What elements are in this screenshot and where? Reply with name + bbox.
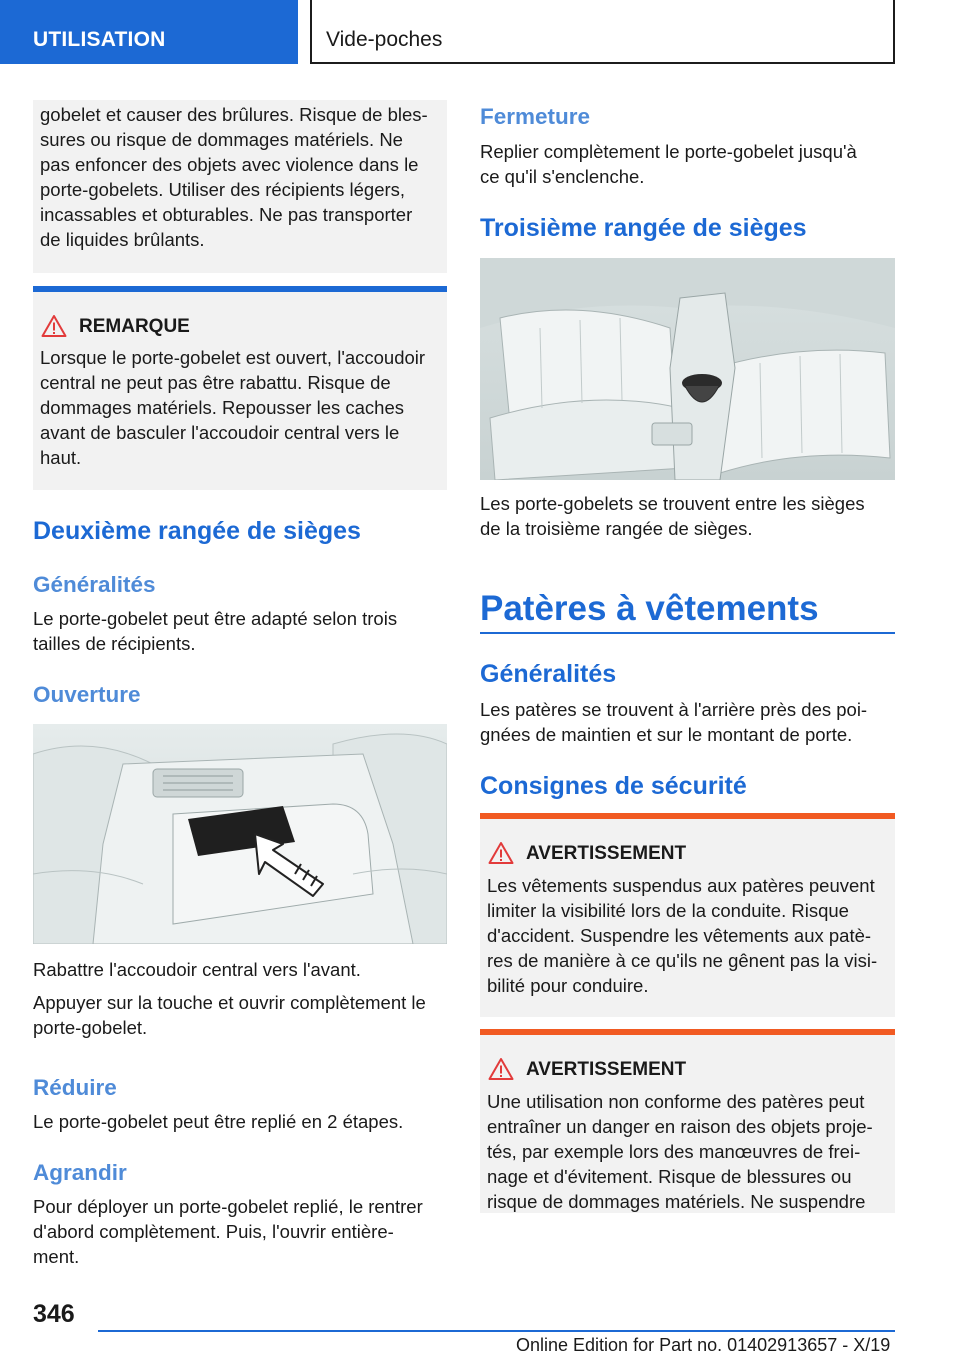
text-line: nage et d'évitement. Risque de blessures ou: [487, 1166, 852, 1187]
warning-text-2: [487, 1089, 889, 1214]
text-line: tailles de récipients.: [33, 633, 196, 654]
remarque-notice: [33, 286, 447, 490]
text-line: bilité pour conduire.: [487, 975, 649, 996]
warning-text-1: [487, 873, 889, 998]
text-line: central ne peut pas être rabattu. Risque de: [40, 372, 391, 393]
ouverture-text: [33, 957, 447, 1040]
heading-fermeture: Fermeture: [480, 104, 591, 129]
troisieme-text: [480, 491, 895, 541]
armrest-photo: [33, 724, 447, 944]
text-line: Les vêtements suspendus aux patères peuvent: [487, 875, 875, 896]
warning-box-1: [480, 813, 895, 1017]
generalites-text: [33, 606, 447, 656]
header-chapter-tab: [310, 0, 895, 64]
text-line: tés, par exemple lors des manœuvres de frei-: [487, 1141, 861, 1162]
warning-triangle-icon: [488, 1057, 514, 1081]
edition-note: Online Edition for Part no. 01402913657 - X/19: [516, 1335, 891, 1355]
heading-agrandir: Agrandir: [33, 1160, 127, 1185]
agrandir-text: [33, 1194, 447, 1269]
warning-box-2: [480, 1029, 895, 1213]
text-line: Appuyer sur la touche et ouvrir complètement le: [33, 992, 426, 1013]
warning-title-1: AVERTISSEMENT: [526, 843, 687, 864]
heading-deuxieme-rangee: Deuxième rangée de sièges: [33, 517, 361, 545]
text-line: porte-gobelets. Utiliser des récipients légers,: [40, 179, 406, 200]
text-line: de la troisième rangée de sièges.: [480, 518, 753, 539]
text-line: avant de basculer l'accoudoir central vers le: [40, 422, 400, 443]
text-line: Lorsque le porte-gobelet est ouvert, l'accoudoir: [40, 347, 426, 368]
heading-pateres: Patères à vêtements: [480, 589, 819, 628]
pateres-generalites-text: [480, 697, 895, 747]
text-line: limiter la visibilité lors de la conduite. Risque: [487, 900, 849, 921]
text-line: Les porte-gobelets se trouvent entre les sièges: [480, 493, 865, 514]
header-section-tab: [0, 0, 298, 64]
text-line: incassables et obturables. Ne pas transporter: [40, 204, 413, 225]
warning-triangle-icon: [488, 841, 514, 865]
heading-troisieme-rangee: Troisième rangée de sièges: [480, 214, 807, 242]
continued-warning-box: [33, 100, 447, 273]
text-line: Rabattre l'accoudoir central vers l'avant.: [33, 959, 361, 980]
heading-generalites: Généralités: [33, 572, 156, 597]
text-line: Pour déployer un porte-gobelet replié, le rentrer: [33, 1196, 423, 1217]
text-line: porte-gobelet.: [33, 1017, 148, 1038]
continued-warning-text: [40, 102, 441, 252]
text-line: Les patères se trouvent à l'arrière près des poi-: [480, 699, 868, 720]
text-line: ment.: [33, 1246, 80, 1267]
text-line: de liquides brûlants.: [40, 229, 205, 250]
remarque-title: REMARQUE: [79, 316, 190, 337]
heading-reduire: Réduire: [33, 1075, 117, 1100]
text-line: gnées de maintien et sur le montant de porte.: [480, 724, 853, 745]
text-line: entraîner un danger en raison des objets proje-: [487, 1116, 873, 1137]
heading-generalites-right: Généralités: [480, 660, 617, 688]
warning-triangle-icon: [41, 314, 67, 338]
text-line: Une utilisation non conforme des patères peut: [487, 1091, 865, 1112]
page-number: 346: [33, 1300, 75, 1328]
notice-bar: [33, 286, 447, 292]
text-line: gobelet et causer des brûlures. Risque de bles-: [40, 104, 428, 125]
text-line: pas enfoncer des objets avec violence dans le: [40, 154, 419, 175]
text-line: d'abord complètement. Puis, l'ouvrir entière-: [33, 1221, 394, 1242]
text-line: d'accident. Suspendre les vêtements aux patè-: [487, 925, 872, 946]
heading-ouverture: Ouverture: [33, 682, 141, 707]
fermeture-text: [480, 139, 895, 189]
footer-rule: [98, 1330, 895, 1332]
third-row-photo: [480, 258, 895, 480]
text-line: dommages matériels. Repousser les caches: [40, 397, 404, 418]
header-section-label: UTILISATION: [33, 28, 166, 51]
text-line: res de manière à ce qu'ils ne gênent pas la visi-: [487, 950, 878, 971]
warning-title-2: AVERTISSEMENT: [526, 1059, 687, 1080]
text-line: Le porte-gobelet peut être adapté selon trois: [33, 608, 398, 629]
text-line: sures ou risque de dommages matériels. Ne: [40, 129, 403, 150]
remarque-text: [40, 345, 441, 470]
header-chapter-label: Vide-poches: [326, 28, 443, 51]
text-line: Replier complètement le porte-gobelet jusqu'à: [480, 141, 857, 162]
text-line: haut.: [40, 447, 82, 468]
heading-underline: [480, 632, 895, 634]
warning-bar: [480, 813, 895, 819]
text-line: risque de dommages matériels. Ne suspendre: [487, 1191, 866, 1212]
warning-bar: [480, 1029, 895, 1035]
text-line: ce qu'il s'enclenche.: [480, 166, 645, 187]
heading-consignes: Consignes de sécurité: [480, 772, 747, 800]
reduire-text: Le porte-gobelet peut être replié en 2 étapes.: [33, 1111, 404, 1132]
